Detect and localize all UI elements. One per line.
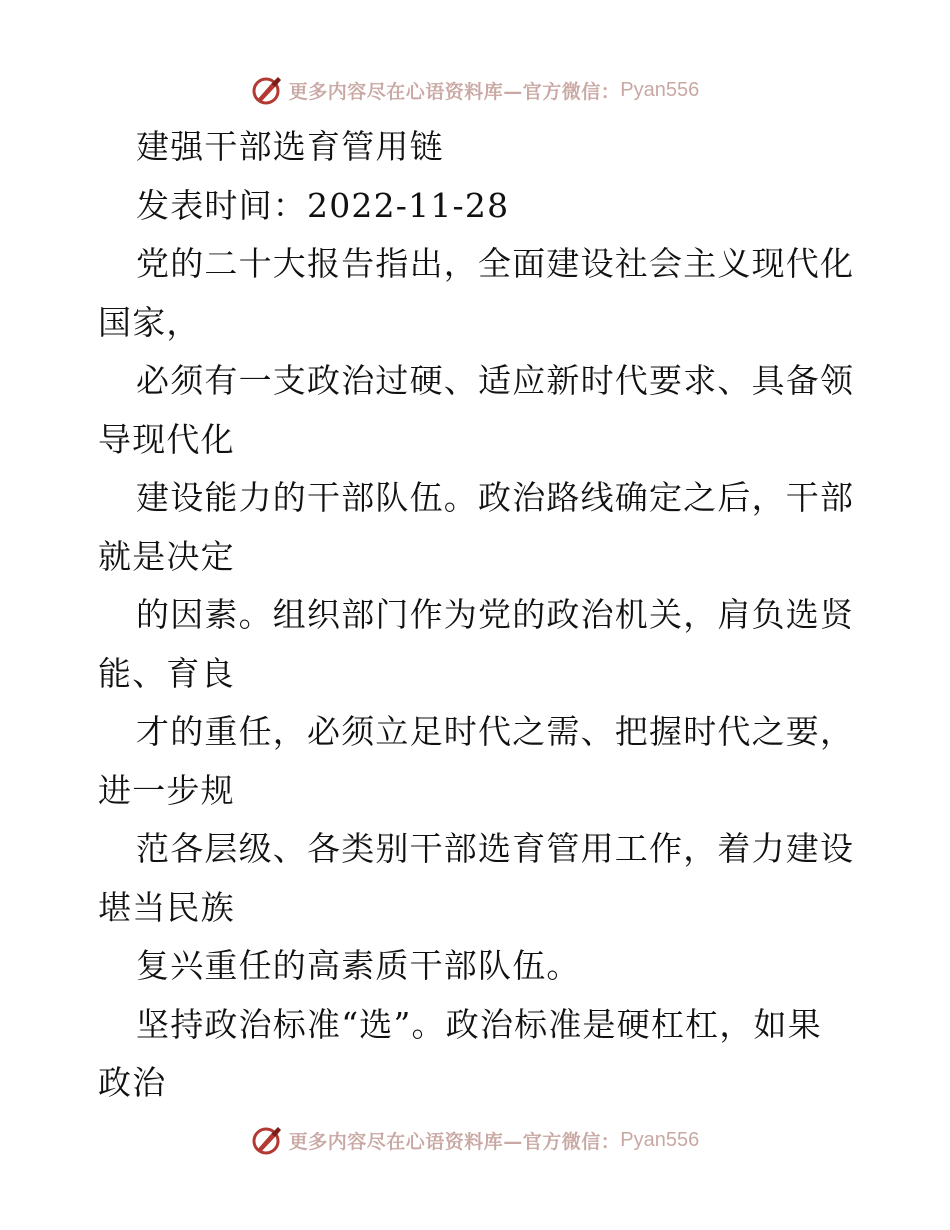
pen-logo-icon	[251, 1124, 283, 1156]
watermark-text: 更多内容尽在心语资料库—官方微信：	[288, 80, 621, 103]
text-line: 坚持政治标准“选”。政治标准是硬杠杠，如果	[136, 1004, 822, 1044]
watermark-wechat-id: Pyan556	[620, 78, 700, 101]
text-line: 必须有一支政治过硬、适应新时代要求、具备领	[136, 361, 855, 400]
text-line: 的因素。组织部门作为党的政治机关，肩负选贤	[136, 595, 855, 634]
document-title: 建强干部选育管用链	[136, 127, 444, 166]
text-line: 才的重任，必须立足时代之需、把握时代之要，	[136, 712, 855, 751]
text-line: 堪当民族	[98, 887, 235, 927]
header-watermark	[0, 70, 950, 110]
watermark-text: 更多内容尽在心语资料库—官方微信：	[288, 1130, 621, 1153]
text-line: 导现代化	[98, 419, 235, 459]
text-line: 党的二十大报告指出，全面建设社会主义现代化	[136, 244, 855, 283]
text-line: 复兴重任的高素质干部队伍。	[136, 946, 581, 985]
pen-logo-icon	[251, 74, 283, 106]
text-line: 国家，	[98, 302, 201, 342]
text-line: 进一步规	[98, 770, 235, 810]
footer-watermark	[0, 1120, 950, 1160]
publish-date: 发表时间：2022-11-28	[136, 185, 510, 225]
text-line: 就是决定	[98, 536, 235, 576]
paragraph-lines	[98, 235, 858, 1113]
text-line: 能、育良	[98, 653, 235, 693]
text-line: 政治	[98, 1063, 167, 1102]
text-line: 建设能力的干部队伍。政治路线确定之后，干部	[136, 478, 855, 517]
document-body	[98, 118, 858, 1113]
watermark-wechat-id: Pyan556	[620, 1128, 700, 1151]
text-line: 范各层级、各类别干部选育管用工作，着力建设	[136, 829, 855, 868]
